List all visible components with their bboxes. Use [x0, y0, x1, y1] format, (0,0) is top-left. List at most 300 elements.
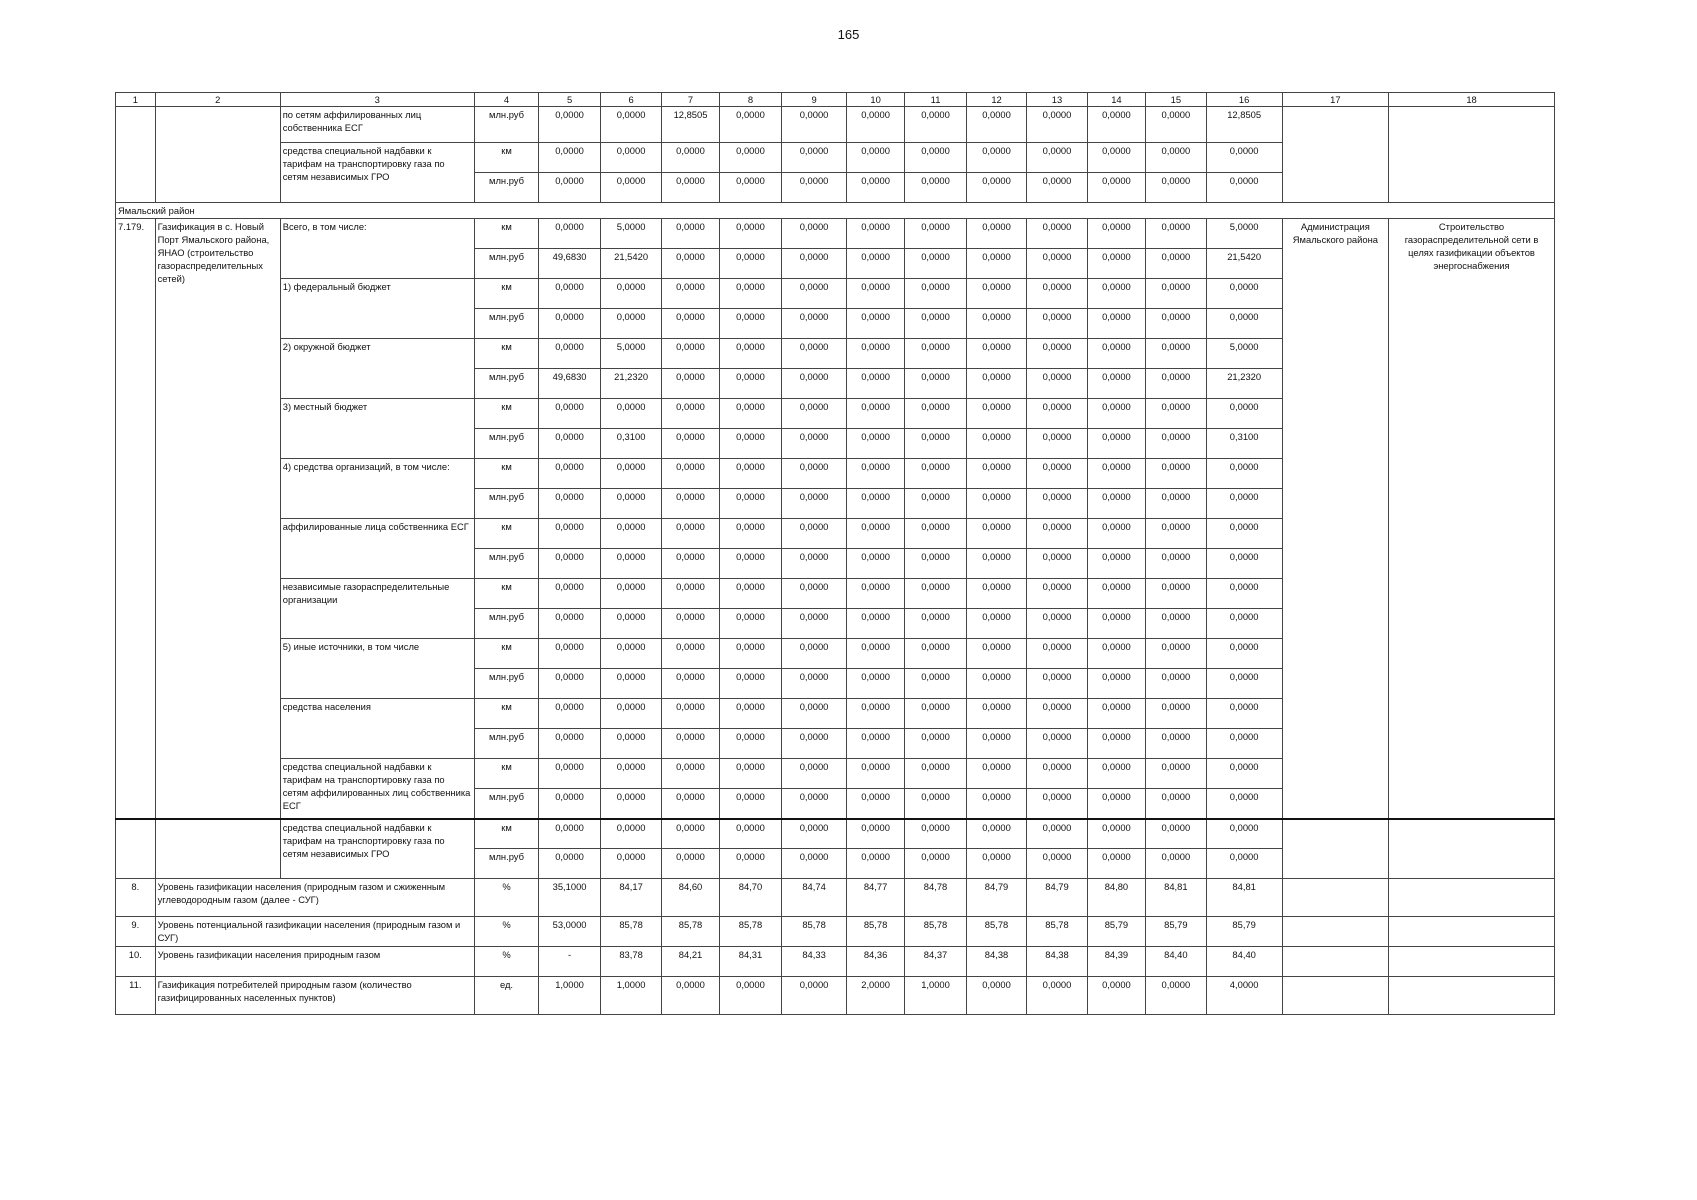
value-cell: 0,0000 — [905, 143, 967, 173]
indicator-row — [116, 879, 1555, 917]
value-cell: 0,0000 — [782, 249, 847, 279]
value-cell: 0,0000 — [539, 279, 601, 309]
unit-cell: % — [474, 879, 539, 917]
value-cell: 0,0000 — [662, 459, 719, 489]
value-cell: 0,0000 — [966, 339, 1026, 369]
value-cell: 0,0000 — [600, 849, 662, 879]
value-cell: 0,0000 — [600, 789, 662, 819]
goal-cell — [1389, 107, 1555, 203]
value-cell: 0,0000 — [1206, 173, 1282, 203]
value-cell: 0,0000 — [905, 107, 967, 143]
value-cell: 85,78 — [662, 917, 719, 947]
value-cell: 0,0000 — [1027, 249, 1087, 279]
value-cell: 0,0000 — [1146, 669, 1206, 699]
page-number: 165 — [837, 27, 860, 42]
value-cell: 0,0000 — [782, 579, 847, 609]
value-cell: 0,0000 — [1146, 729, 1206, 759]
value-cell: 0,0000 — [1206, 399, 1282, 429]
value-cell: 0,0000 — [1146, 399, 1206, 429]
unit-cell: ед. — [474, 977, 539, 1015]
value-cell: 0,0000 — [662, 819, 719, 849]
value-cell: 0,0000 — [966, 549, 1026, 579]
value-cell: 0,0000 — [1087, 339, 1145, 369]
value-cell: 0,0000 — [1146, 759, 1206, 789]
value-cell: 84,80 — [1087, 879, 1145, 917]
value-cell: 0,0000 — [719, 977, 782, 1015]
value-cell: 0,0000 — [539, 729, 601, 759]
name-cell — [155, 819, 280, 879]
value-cell: 0,0000 — [539, 429, 601, 459]
value-cell: 0,0000 — [966, 729, 1026, 759]
value-cell: 0,0000 — [1087, 849, 1145, 879]
value-cell: 0,0000 — [905, 309, 967, 339]
value-cell: 4,0000 — [1206, 977, 1282, 1015]
value-cell: 0,0000 — [539, 107, 601, 143]
value-cell: 21,2320 — [1206, 369, 1282, 399]
indicator-row — [116, 977, 1555, 1015]
value-cell: 0,0000 — [1146, 459, 1206, 489]
value-cell: 0,0000 — [1146, 107, 1206, 143]
value-cell: 0,0000 — [1206, 609, 1282, 639]
value-cell: 0,0000 — [1087, 279, 1145, 309]
section-title: Ямальский район — [116, 203, 1555, 219]
value-cell: 0,0000 — [1087, 309, 1145, 339]
value-cell: 0,0000 — [539, 849, 601, 879]
value-cell: 84,21 — [662, 947, 719, 977]
indicator-text: Уровень потенциальной газификации населения (природным газом и СУГ) — [155, 917, 474, 947]
unit-cell: млн.руб — [474, 309, 539, 339]
value-cell: 0,0000 — [1087, 369, 1145, 399]
value-cell: 21,5420 — [1206, 249, 1282, 279]
value-cell: 0,0000 — [966, 173, 1026, 203]
value-cell: 0,0000 — [662, 519, 719, 549]
value-cell: 84,17 — [600, 879, 662, 917]
value-cell: 0,0000 — [539, 549, 601, 579]
value-cell: 84,36 — [846, 947, 904, 977]
column-header: 3 — [280, 93, 474, 107]
unit-cell: млн.руб — [474, 729, 539, 759]
value-cell: 85,78 — [782, 917, 847, 947]
value-cell: 0,0000 — [1027, 143, 1087, 173]
value-cell: 0,0000 — [966, 399, 1026, 429]
unit-cell: км — [474, 399, 539, 429]
unit-cell: км — [474, 699, 539, 729]
value-cell: 0,0000 — [905, 219, 967, 249]
value-cell: 0,0000 — [966, 849, 1026, 879]
value-cell: 0,0000 — [905, 369, 967, 399]
indicator-text: Уровень газификации населения (природным газом и сжиженным углеводородным газом (далее - СУГ) — [155, 879, 474, 917]
unit-cell: млн.руб — [474, 369, 539, 399]
value-cell: 5,0000 — [600, 219, 662, 249]
value-cell: 0,0000 — [719, 729, 782, 759]
unit-cell: км — [474, 819, 539, 849]
value-cell: 0,0000 — [905, 339, 967, 369]
value-cell: 0,0000 — [1206, 699, 1282, 729]
value-cell: 0,0000 — [1146, 489, 1206, 519]
value-cell: 0,0000 — [782, 549, 847, 579]
value-cell: 0,0000 — [846, 729, 904, 759]
source-label: средства специальной надбавки к тарифам на транспортировку газа по сетям независимых ГРО — [280, 819, 474, 879]
value-cell: 0,0000 — [539, 609, 601, 639]
value-cell: 12,8505 — [1206, 107, 1282, 143]
value-cell: 0,0000 — [1146, 219, 1206, 249]
value-cell: 0,0000 — [966, 977, 1026, 1015]
value-cell: 85,78 — [905, 917, 967, 947]
value-cell: 0,0000 — [539, 339, 601, 369]
value-cell: 0,0000 — [719, 549, 782, 579]
value-cell: 0,0000 — [1027, 699, 1087, 729]
value-cell: 0,0000 — [905, 669, 967, 699]
unit-cell: км — [474, 519, 539, 549]
value-cell: 0,0000 — [1027, 279, 1087, 309]
value-cell: 0,0000 — [1027, 399, 1087, 429]
value-cell: 0,0000 — [1206, 759, 1282, 789]
value-cell: 0,0000 — [600, 699, 662, 729]
value-cell: 0,0000 — [719, 579, 782, 609]
value-cell: 5,0000 — [1206, 219, 1282, 249]
value-cell: 0,0000 — [846, 399, 904, 429]
value-cell: 0,0000 — [782, 309, 847, 339]
value-cell: 0,0000 — [1206, 579, 1282, 609]
source-label: средства специальной надбавки к тарифам на транспортировку газа по сетям независимых ГРО — [280, 143, 474, 203]
column-header: 4 — [474, 93, 539, 107]
value-cell: 84,78 — [905, 879, 967, 917]
unit-cell: км — [474, 639, 539, 669]
value-cell: 0,0000 — [905, 549, 967, 579]
executor-cell — [1282, 917, 1388, 947]
value-cell: 0,0000 — [719, 309, 782, 339]
executor-cell — [1282, 947, 1388, 977]
value-cell: 0,0000 — [782, 639, 847, 669]
value-cell: 0,0000 — [719, 519, 782, 549]
value-cell: 0,0000 — [719, 699, 782, 729]
source-label: средства населения — [280, 699, 474, 759]
value-cell: 0,0000 — [662, 699, 719, 729]
value-cell: 0,0000 — [1206, 459, 1282, 489]
value-cell: 0,0000 — [966, 369, 1026, 399]
value-cell: 0,0000 — [719, 173, 782, 203]
value-cell: 0,0000 — [782, 107, 847, 143]
value-cell: 0,0000 — [966, 819, 1026, 849]
column-header: 8 — [719, 93, 782, 107]
value-cell: 0,0000 — [1087, 819, 1145, 849]
value-cell: 21,2320 — [600, 369, 662, 399]
value-cell: 0,0000 — [846, 107, 904, 143]
value-cell: 0,0000 — [1206, 729, 1282, 759]
value-cell: 2,0000 — [846, 977, 904, 1015]
indicator-text: Уровень газификации населения природным газом — [155, 947, 474, 977]
unit-cell: км — [474, 279, 539, 309]
value-cell: 0,0000 — [1027, 789, 1087, 819]
value-cell: 0,0000 — [662, 279, 719, 309]
value-cell: 0,0000 — [662, 579, 719, 609]
value-cell: 0,0000 — [782, 369, 847, 399]
value-cell: 0,0000 — [966, 579, 1026, 609]
value-cell: 84,38 — [966, 947, 1026, 977]
source-label: Всего, в том числе: — [280, 219, 474, 279]
unit-cell: млн.руб — [474, 609, 539, 639]
indicator-number: 10. — [116, 947, 156, 977]
value-cell: 0,0000 — [539, 669, 601, 699]
value-cell: 0,0000 — [966, 699, 1026, 729]
value-cell: 0,0000 — [662, 173, 719, 203]
value-cell: 0,0000 — [600, 519, 662, 549]
source-label: 4) средства организаций, в том числе: — [280, 459, 474, 519]
unit-cell: млн.руб — [474, 489, 539, 519]
value-cell: 84,77 — [846, 879, 904, 917]
unit-cell: км — [474, 459, 539, 489]
value-cell: 84,81 — [1206, 879, 1282, 917]
value-cell: 0,0000 — [1087, 173, 1145, 203]
value-cell: 0,0000 — [782, 219, 847, 249]
value-cell: 0,0000 — [782, 759, 847, 789]
value-cell: 0,0000 — [846, 789, 904, 819]
value-cell: 0,0000 — [966, 789, 1026, 819]
value-cell: 0,0000 — [662, 249, 719, 279]
value-cell: 0,0000 — [782, 339, 847, 369]
value-cell: 0,0000 — [905, 729, 967, 759]
column-header: 12 — [966, 93, 1026, 107]
value-cell: 0,0000 — [782, 849, 847, 879]
value-cell: 0,0000 — [719, 789, 782, 819]
item-name: Газификация в с. Новый Порт Ямальского района, ЯНАО (строительство газораспределительных сетей) — [155, 219, 280, 819]
value-cell: 85,78 — [846, 917, 904, 947]
value-cell: 0,0000 — [1027, 309, 1087, 339]
value-cell: 0,0000 — [846, 219, 904, 249]
value-cell: 0,0000 — [600, 549, 662, 579]
value-cell: 0,0000 — [1087, 249, 1145, 279]
unit-cell: млн.руб — [474, 849, 539, 879]
value-cell: 84,60 — [662, 879, 719, 917]
value-cell: 0,0000 — [719, 669, 782, 699]
value-cell: 0,0000 — [782, 789, 847, 819]
data-row — [116, 107, 1555, 143]
value-cell: 0,0000 — [1146, 519, 1206, 549]
indicator-number: 8. — [116, 879, 156, 917]
value-cell: 0,0000 — [662, 309, 719, 339]
value-cell: 85,79 — [1206, 917, 1282, 947]
value-cell: 0,0000 — [1087, 219, 1145, 249]
value-cell: 0,0000 — [782, 399, 847, 429]
indicator-number: 9. — [116, 917, 156, 947]
value-cell: 84,33 — [782, 947, 847, 977]
value-cell: 0,0000 — [1027, 339, 1087, 369]
value-cell: 84,70 — [719, 879, 782, 917]
value-cell: 0,0000 — [1146, 309, 1206, 339]
data-row — [116, 219, 1555, 249]
value-cell: 0,0000 — [905, 609, 967, 639]
value-cell: 0,0000 — [966, 519, 1026, 549]
value-cell: 0,0000 — [719, 489, 782, 519]
column-header: 6 — [600, 93, 662, 107]
value-cell: 0,0000 — [966, 639, 1026, 669]
value-cell: 0,0000 — [846, 279, 904, 309]
goal-cell: Строительство газораспределительной сети в целях газификации объектов энергоснабжения — [1389, 219, 1555, 819]
unit-cell: млн.руб — [474, 549, 539, 579]
value-cell: 0,0000 — [782, 459, 847, 489]
value-cell: 0,0000 — [1087, 639, 1145, 669]
value-cell: 0,0000 — [846, 249, 904, 279]
source-label: 2) окружной бюджет — [280, 339, 474, 399]
item-number: 7.179. — [116, 219, 156, 819]
goal-cell — [1389, 917, 1555, 947]
value-cell: 0,0000 — [1206, 819, 1282, 849]
value-cell: 85,78 — [600, 917, 662, 947]
value-cell: 0,0000 — [846, 759, 904, 789]
value-cell: 0,0000 — [600, 819, 662, 849]
value-cell: 0,0000 — [1206, 639, 1282, 669]
value-cell: 35,1000 — [539, 879, 601, 917]
unit-cell: млн.руб — [474, 429, 539, 459]
value-cell: 0,0000 — [782, 729, 847, 759]
value-cell: 0,0000 — [600, 173, 662, 203]
value-cell: 0,0000 — [662, 143, 719, 173]
value-cell: 0,0000 — [966, 143, 1026, 173]
header-row — [116, 93, 1555, 107]
value-cell: 0,0000 — [1027, 519, 1087, 549]
value-cell: 84,40 — [1206, 947, 1282, 977]
value-cell: 0,0000 — [846, 669, 904, 699]
column-header: 9 — [782, 93, 847, 107]
value-cell: 0,0000 — [846, 429, 904, 459]
value-cell: 1,0000 — [539, 977, 601, 1015]
value-cell: 0,0000 — [782, 519, 847, 549]
value-cell: 0,0000 — [1087, 609, 1145, 639]
value-cell: 0,0000 — [1146, 249, 1206, 279]
value-cell: 0,0000 — [966, 429, 1026, 459]
value-cell: 0,0000 — [905, 279, 967, 309]
value-cell: 0,0000 — [662, 339, 719, 369]
value-cell: 0,0000 — [1087, 107, 1145, 143]
value-cell: 0,0000 — [905, 459, 967, 489]
number-cell — [116, 107, 156, 203]
column-header: 15 — [1146, 93, 1206, 107]
column-header: 11 — [905, 93, 967, 107]
value-cell: 0,0000 — [600, 579, 662, 609]
value-cell: - — [539, 947, 601, 977]
value-cell: 0,0000 — [719, 609, 782, 639]
value-cell: 0,0000 — [905, 249, 967, 279]
value-cell: 0,0000 — [905, 849, 967, 879]
value-cell: 0,0000 — [846, 519, 904, 549]
value-cell: 0,0000 — [1206, 849, 1282, 879]
value-cell: 0,0000 — [966, 219, 1026, 249]
executor-cell: Администрация Ямальского района — [1282, 219, 1388, 819]
value-cell: 0,0000 — [905, 173, 967, 203]
value-cell: 0,0000 — [966, 489, 1026, 519]
unit-cell: км — [474, 143, 539, 173]
value-cell: 85,78 — [966, 917, 1026, 947]
value-cell: 0,0000 — [600, 609, 662, 639]
goal-cell — [1389, 879, 1555, 917]
value-cell: 0,0000 — [905, 639, 967, 669]
value-cell: 0,0000 — [662, 639, 719, 669]
value-cell: 0,0000 — [600, 309, 662, 339]
value-cell: 0,0000 — [600, 279, 662, 309]
unit-cell: % — [474, 917, 539, 947]
value-cell: 0,0000 — [1087, 759, 1145, 789]
value-cell: 0,0000 — [1087, 429, 1145, 459]
column-header: 16 — [1206, 93, 1282, 107]
value-cell: 0,0000 — [719, 339, 782, 369]
value-cell: 0,0000 — [966, 107, 1026, 143]
value-cell: 0,0000 — [1146, 279, 1206, 309]
value-cell: 0,0000 — [1087, 143, 1145, 173]
value-cell: 0,0000 — [905, 699, 967, 729]
value-cell: 0,0000 — [905, 429, 967, 459]
value-cell: 0,0000 — [1146, 429, 1206, 459]
value-cell: 0,0000 — [846, 309, 904, 339]
value-cell: 5,0000 — [1206, 339, 1282, 369]
value-cell: 0,0000 — [1087, 977, 1145, 1015]
indicator-number: 11. — [116, 977, 156, 1015]
unit-cell: млн.руб — [474, 173, 539, 203]
value-cell: 0,0000 — [539, 489, 601, 519]
value-cell: 0,0000 — [782, 143, 847, 173]
data-row — [116, 819, 1555, 849]
value-cell: 0,0000 — [846, 489, 904, 519]
column-header: 14 — [1087, 93, 1145, 107]
value-cell: 0,0000 — [719, 279, 782, 309]
value-cell: 0,0000 — [662, 759, 719, 789]
value-cell: 0,0000 — [662, 977, 719, 1015]
value-cell: 49,6830 — [539, 369, 601, 399]
unit-cell: км — [474, 579, 539, 609]
value-cell: 0,0000 — [1206, 519, 1282, 549]
value-cell: 49,6830 — [539, 249, 601, 279]
value-cell: 0,0000 — [1087, 729, 1145, 759]
value-cell: 0,0000 — [846, 609, 904, 639]
indicator-row — [116, 917, 1555, 947]
value-cell: 0,0000 — [1146, 339, 1206, 369]
value-cell: 84,81 — [1146, 879, 1206, 917]
value-cell: 0,0000 — [905, 489, 967, 519]
value-cell: 0,0000 — [1027, 759, 1087, 789]
value-cell: 0,0000 — [1027, 489, 1087, 519]
value-cell: 0,0000 — [600, 639, 662, 669]
executor-cell — [1282, 107, 1388, 203]
value-cell: 0,0000 — [782, 609, 847, 639]
value-cell: 0,0000 — [846, 579, 904, 609]
value-cell: 0,0000 — [1087, 579, 1145, 609]
value-cell: 0,0000 — [1087, 459, 1145, 489]
value-cell: 0,0000 — [600, 489, 662, 519]
value-cell: 0,0000 — [539, 309, 601, 339]
name-cell — [155, 107, 280, 203]
value-cell: 0,0000 — [1146, 143, 1206, 173]
executor-cell — [1282, 977, 1388, 1015]
value-cell: 0,0000 — [846, 849, 904, 879]
value-cell: 0,0000 — [1087, 549, 1145, 579]
value-cell: 0,0000 — [539, 459, 601, 489]
value-cell: 0,0000 — [539, 399, 601, 429]
value-cell: 0,0000 — [905, 519, 967, 549]
value-cell: 0,0000 — [719, 759, 782, 789]
value-cell: 0,0000 — [719, 459, 782, 489]
value-cell: 0,0000 — [905, 819, 967, 849]
unit-cell: млн.руб — [474, 669, 539, 699]
value-cell: 1,0000 — [905, 977, 967, 1015]
value-cell: 0,0000 — [1146, 789, 1206, 819]
value-cell: 0,0000 — [782, 173, 847, 203]
value-cell: 0,0000 — [1206, 789, 1282, 819]
value-cell: 0,0000 — [539, 639, 601, 669]
value-cell: 0,0000 — [782, 977, 847, 1015]
value-cell: 0,0000 — [846, 549, 904, 579]
unit-cell: млн.руб — [474, 249, 539, 279]
value-cell: 0,0000 — [1027, 369, 1087, 399]
value-cell: 0,0000 — [1146, 579, 1206, 609]
